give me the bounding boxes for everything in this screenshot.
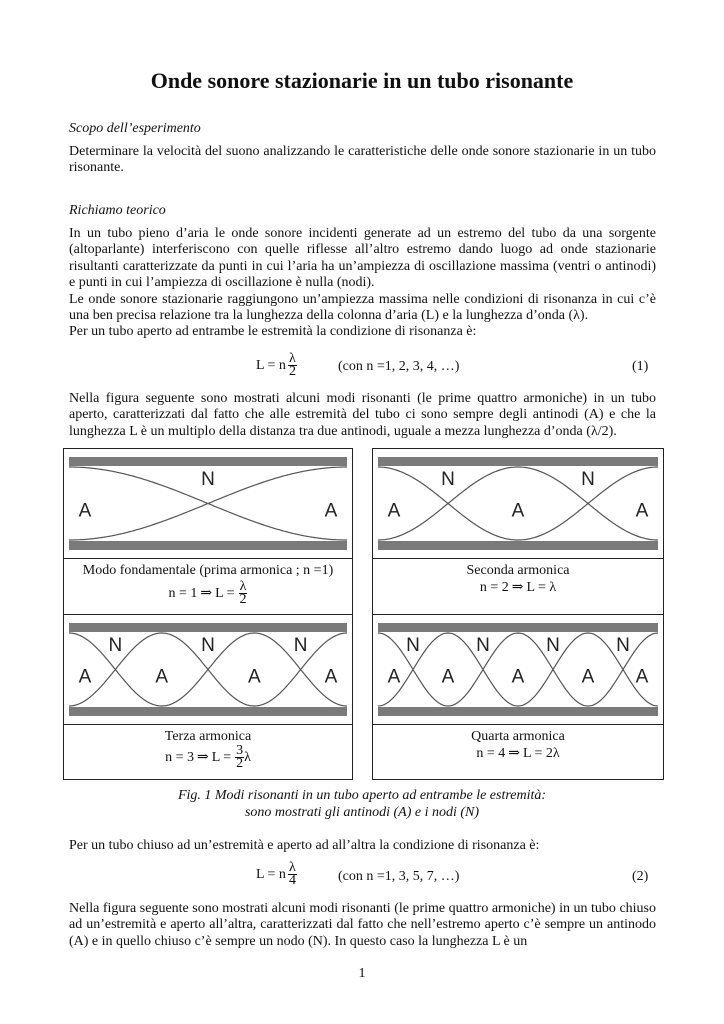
antinode-label: A — [155, 666, 169, 688]
equation-1-condition: (con n =1, 2, 3, 4, …) — [338, 359, 460, 374]
paragraph-closed-tube: Per un tubo chiuso ad un’estremità e aperto ad all’altra la condizione di risonanza è: — [69, 838, 540, 853]
figure-caption-line-1: Fig. 1 Modi risonanti in un tubo aperto ad entrambe le estremità: — [177, 788, 547, 803]
equation-2 — [256, 862, 297, 887]
equation-1-number: (1) — [632, 359, 649, 374]
equation-1-numerator: λ — [289, 351, 296, 366]
figure-caption — [0, 787, 724, 821]
node-label: N — [108, 635, 123, 656]
antinode-label: A — [247, 666, 261, 688]
paragraph-scopo: Determinare la velocità del suono analizzando le caratteristiche delle onde sonore stazionarie in un tubo risonante. — [69, 144, 656, 176]
tube-wall-top — [69, 457, 347, 466]
antinode-label: A — [635, 666, 649, 688]
antinode-label: A — [78, 500, 92, 522]
equation-2-lhs: L = n — [256, 866, 286, 882]
node-label: N — [293, 635, 308, 656]
formula-fundamental-fraction — [239, 581, 248, 606]
equation-1-denominator: 2 — [288, 364, 296, 379]
antinode-label: A — [441, 666, 455, 688]
antinode-label: A — [635, 500, 649, 522]
caption-box-fourth — [372, 724, 664, 780]
formula-second-right: L = λ — [526, 579, 557, 595]
antinode-label: A — [324, 500, 338, 522]
equation-1-fraction — [288, 353, 297, 378]
paragraph-richiamo-3: Per un tubo aperto ad entrambe le estremità la condizione di risonanza è: — [69, 324, 477, 340]
figure-panel-fourth — [372, 614, 664, 726]
paragraph-closed-figure-intro: Nella figura seguente sono mostrati alcuni modi risonanti (le prime quattro armoniche) in un tubo chiuso ad un’estremità e aperto all’altra, caratterizzati dal fatto che nell’estremo aperto c’è sempre un antinodo (A) e in quello chiuso c’è sempre un nodo (N). In questo caso la lunghezza L è un — [69, 901, 656, 949]
antinode-label: A — [511, 500, 525, 522]
formula-fourth-left: n = 4 — [476, 745, 506, 761]
caption-fourth: Quarta armonica — [471, 729, 565, 744]
figure-caption-line-2: sono mostrati gli antinodi (A) e i nodi (N) — [244, 805, 480, 820]
caption-box-second — [372, 558, 664, 616]
paragraph-richiamo-1: In un tubo pieno d’aria le onde sonore incidenti generate ad un estremo del tubo da una sorgente (altoparlante) interferiscono con quelle riflesse all’altro estremo dando luogo ad onde stazionarie risultanti caratterizzate da punti in cui l’aria ha un’ampiezza di oscillazione massima (ventri o antinodi) e punti in cui l’ampiezza di oscillazione è nulla (nodi). — [69, 226, 656, 291]
formula-third — [165, 745, 251, 770]
figure-panel-second — [372, 448, 664, 560]
node-label: N — [201, 635, 215, 656]
formula-fundamental-num: λ — [239, 579, 247, 594]
antinode-label: A — [511, 666, 525, 688]
tube-wall-top — [378, 623, 658, 632]
formula-fourth — [476, 745, 559, 762]
equation-2-numerator: λ — [289, 860, 296, 875]
page-title: Onde sonore stazionarie in un tubo risonante — [150, 68, 574, 93]
formula-third-fraction — [235, 745, 244, 770]
formula-second-left: n = 2 — [479, 579, 509, 595]
paragraph-richiamo — [69, 226, 656, 341]
page-number: 1 — [358, 966, 366, 981]
implies-arrow: ⇒ — [508, 746, 520, 761]
caption-fundamental: Modo fondamentale (prima armonica ; n =1) — [82, 563, 334, 578]
node-label: N — [201, 469, 215, 490]
paragraph-figure-intro: Nella figura seguente sono mostrati alcuni modi risonanti (le prime quattro armoniche) in un tubo aperto, caratterizzati dal fatto che alle estremità del tubo ci sono sempre degli antinodi (A) e che la lunghezza L è un multiplo della distanza tra due antinodi, uguale a mezza lunghezza d’onda (λ/2). — [69, 391, 656, 439]
caption-third: Terza armonica — [164, 729, 252, 744]
caption-second: Seconda armonica — [466, 563, 570, 578]
implies-arrow: ⇒ — [200, 586, 213, 601]
figure-panel-third — [63, 614, 353, 726]
section-heading-scopo: Scopo dell’esperimento — [69, 121, 201, 136]
tube-wall-bottom — [69, 541, 347, 550]
node-label: N — [581, 469, 595, 490]
section-heading-richiamo: Richiamo teorico — [69, 203, 166, 218]
node-label: N — [406, 635, 420, 656]
caption-box-fundamental — [63, 558, 353, 616]
formula-fundamental — [168, 581, 247, 606]
tube-wall-top — [69, 623, 347, 632]
equation-2-condition: (con n =1, 3, 5, 7, …) — [338, 869, 460, 884]
antinode-label: A — [387, 666, 401, 688]
tube-wall-top — [378, 457, 658, 466]
tube-diagram-harmonic-4 — [373, 615, 663, 725]
equation-1-lhs: L = n — [256, 357, 286, 373]
node-label: N — [441, 469, 455, 490]
antinode-label: A — [387, 500, 401, 522]
antinode-label: A — [581, 666, 595, 688]
formula-fundamental-left: n = 1 — [168, 585, 198, 601]
formula-third-den: 2 — [236, 756, 244, 771]
formula-fourth-right: L = 2λ — [522, 745, 560, 761]
tube-diagram-harmonic-1 — [64, 449, 352, 559]
antinode-label: A — [78, 666, 92, 688]
antinode-label: A — [324, 666, 338, 688]
formula-fundamental-den: 2 — [239, 592, 247, 607]
equation-2-fraction — [288, 862, 297, 887]
formula-third-tail: λ — [244, 749, 251, 765]
equation-2-denominator: 4 — [288, 873, 296, 888]
implies-arrow: ⇒ — [196, 750, 209, 765]
formula-second — [480, 579, 556, 596]
tube-diagram-harmonic-2 — [373, 449, 663, 559]
node-label: N — [546, 635, 560, 656]
implies-arrow: ⇒ — [511, 580, 524, 595]
paragraph-richiamo-2: Le onde sonore stazionarie raggiungono un’ampiezza massima nelle condizioni di risonanza in cui c’è una ben precisa relazione tra la lunghezza della colonna d’aria (L) e la lunghezza d’onda (λ). — [69, 291, 656, 324]
node-label: N — [476, 635, 490, 656]
formula-third-left: n = 3 — [165, 749, 194, 765]
tube-wall-bottom — [69, 707, 347, 716]
equation-2-number: (2) — [632, 869, 649, 884]
caption-box-third — [63, 724, 353, 780]
formula-third-right: L = — [211, 749, 232, 765]
tube-wall-bottom — [378, 707, 658, 716]
figure-panel-fundamental — [63, 448, 353, 560]
equation-1 — [256, 353, 297, 378]
tube-wall-bottom — [378, 541, 658, 550]
tube-diagram-harmonic-3 — [64, 615, 352, 725]
formula-third-num: 3 — [236, 743, 244, 758]
formula-fundamental-right: L = — [215, 585, 235, 601]
node-label: N — [616, 635, 630, 656]
